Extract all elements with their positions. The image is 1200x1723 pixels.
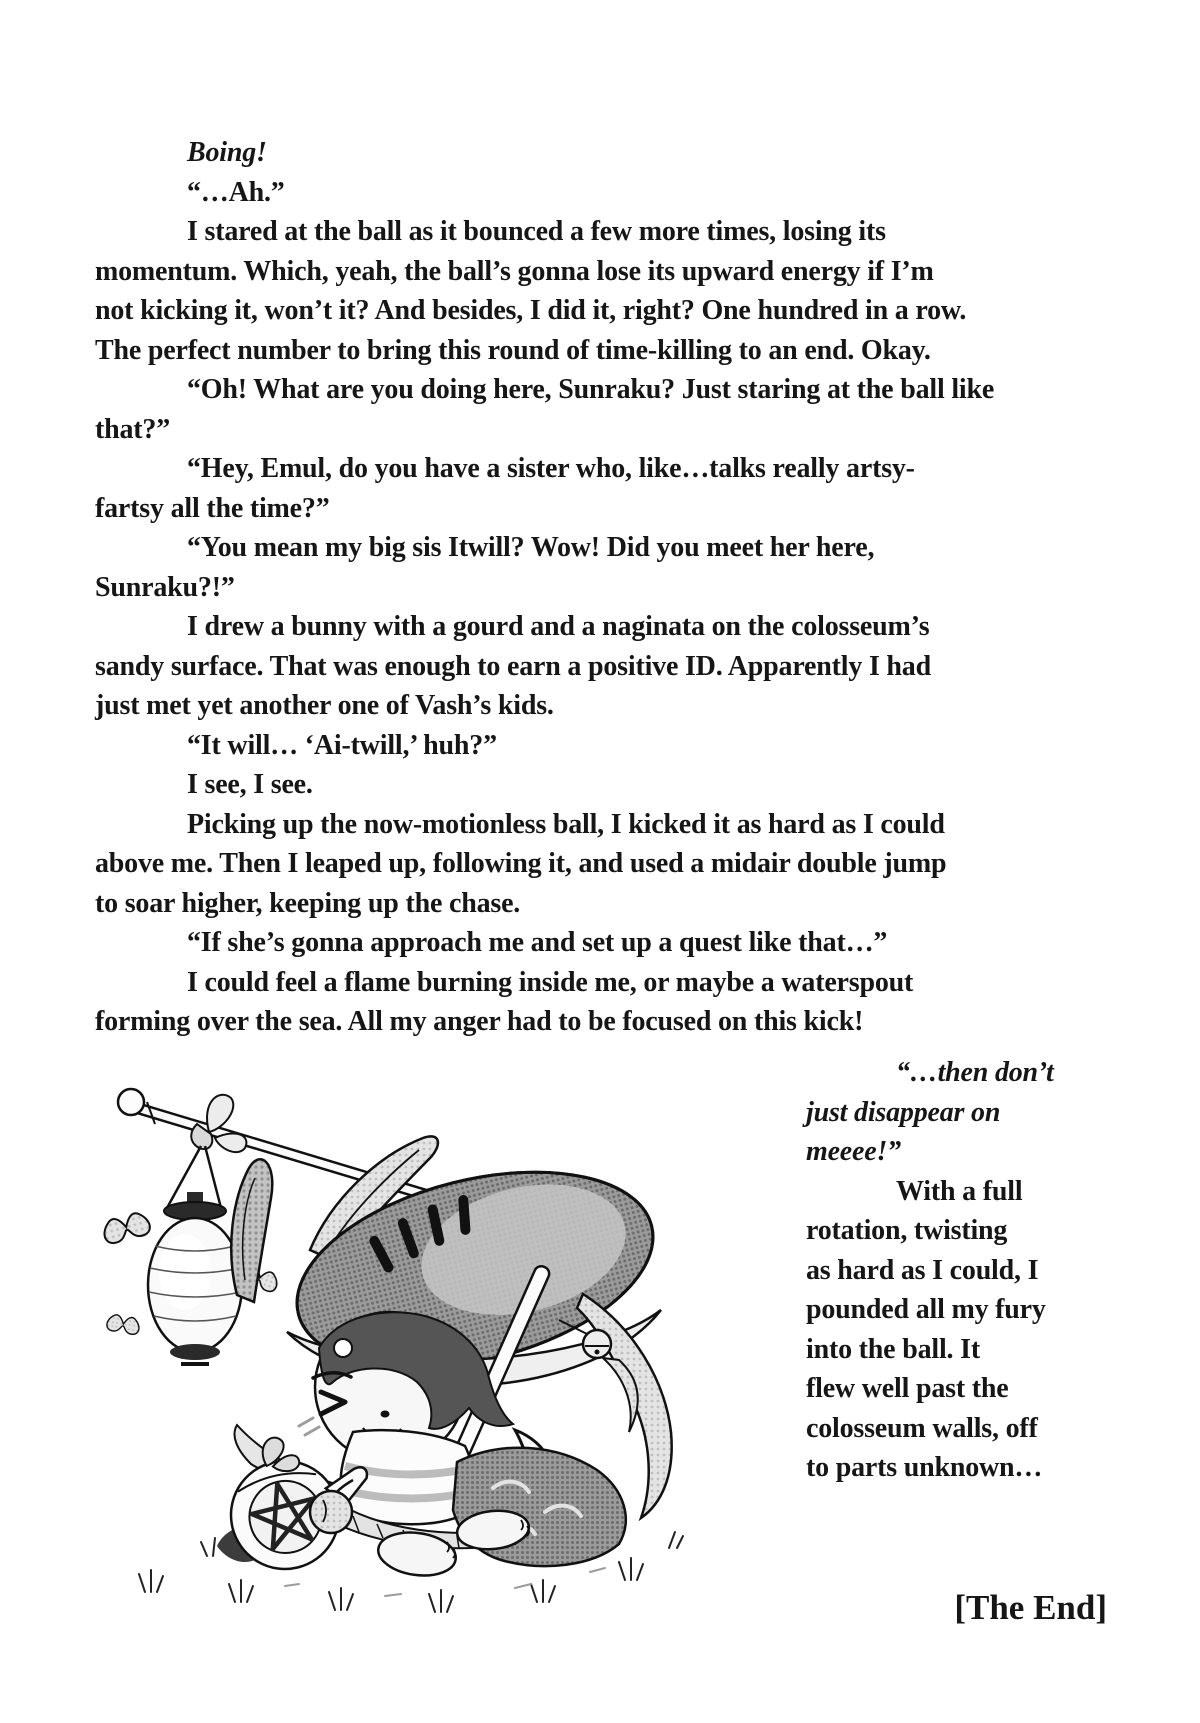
- text-line: as hard as I could, I: [806, 1254, 1039, 1286]
- text-line: Picking up the now-motionless ball, I kicked it as hard as I could: [187, 808, 945, 840]
- text-line: forming over the sea. All my anger had to be focused on this kick!: [95, 1006, 864, 1037]
- text-line: momentum. Which, yeah, the ball’s gonna lose its upward energy if I’m: [95, 255, 934, 287]
- text-line: that?”: [95, 413, 171, 445]
- text-line: Sunraku?!”: [95, 571, 235, 603]
- text-line: just met yet another one of Vash’s kids.: [95, 690, 554, 721]
- text-line: rotation, twisting: [806, 1215, 1008, 1246]
- story-text: [95, 133, 1115, 1042]
- paper-lantern: [148, 1192, 242, 1364]
- text-line: Boing!: [187, 137, 267, 168]
- text-line: The perfect number to bring this round of time-killing to an end. Okay.: [95, 334, 931, 366]
- text-line: not kicking it, won’t it? And besides, I did it, right? One hundred in a row.: [95, 295, 967, 326]
- butterfly: [101, 1210, 152, 1245]
- text-line: “Oh! What are you doing here, Sunraku? Just staring at the ball like: [187, 374, 995, 405]
- end-label: [The End]: [954, 1588, 1107, 1627]
- text-line: “…Ah.”: [187, 176, 285, 208]
- text-line: into the ball. It: [806, 1333, 980, 1365]
- bead-highlight: [334, 1339, 352, 1357]
- text-line: “If she’s gonna approach me and set up a quest like that…”: [187, 927, 888, 958]
- text-line: With a full: [896, 1175, 1023, 1207]
- text-line: pounded all my fury: [806, 1294, 1046, 1325]
- text-line: I drew a bunny with a gourd and a naginata on the colosseum’s: [187, 611, 930, 642]
- text-line: sandy surface. That was enough to earn a positive ID. Apparently I had: [95, 650, 931, 682]
- text-line: colosseum walls, off: [806, 1412, 1038, 1444]
- text-line: “You mean my big sis Itwill? Wow! Did you meet her here,: [187, 532, 875, 563]
- text-line: I stared at the ball as it bounced a few more times, losing its: [187, 216, 886, 247]
- text-line: meeee!”: [806, 1136, 901, 1167]
- illustration-emul: [85, 1080, 710, 1620]
- butterfly: [106, 1313, 141, 1335]
- text-line: fartsy all the time?”: [95, 492, 330, 524]
- text-line: “Hey, Emul, do you have a sister who, like…talks really artsy-: [187, 453, 915, 484]
- text-line: flew well past the: [806, 1373, 1009, 1404]
- text-line: above me. Then I leaped up, following it, and used a midair double jump: [95, 848, 947, 879]
- leaf-tie: [167, 1095, 246, 1208]
- text-line: “…then don’t: [896, 1057, 1054, 1088]
- side-column-text: [806, 1053, 1116, 1488]
- text-line: just disappear on: [806, 1096, 1001, 1128]
- text-line: to parts unknown…: [806, 1452, 1043, 1483]
- text-line: I see, I see.: [187, 769, 313, 800]
- text-line: to soar higher, keeping up the chase.: [95, 887, 521, 919]
- text-line: I could feel a flame burning inside me, or maybe a waterspout: [187, 966, 914, 998]
- text-line: “It will… ‘Ai-twill,’ huh?”: [187, 729, 497, 761]
